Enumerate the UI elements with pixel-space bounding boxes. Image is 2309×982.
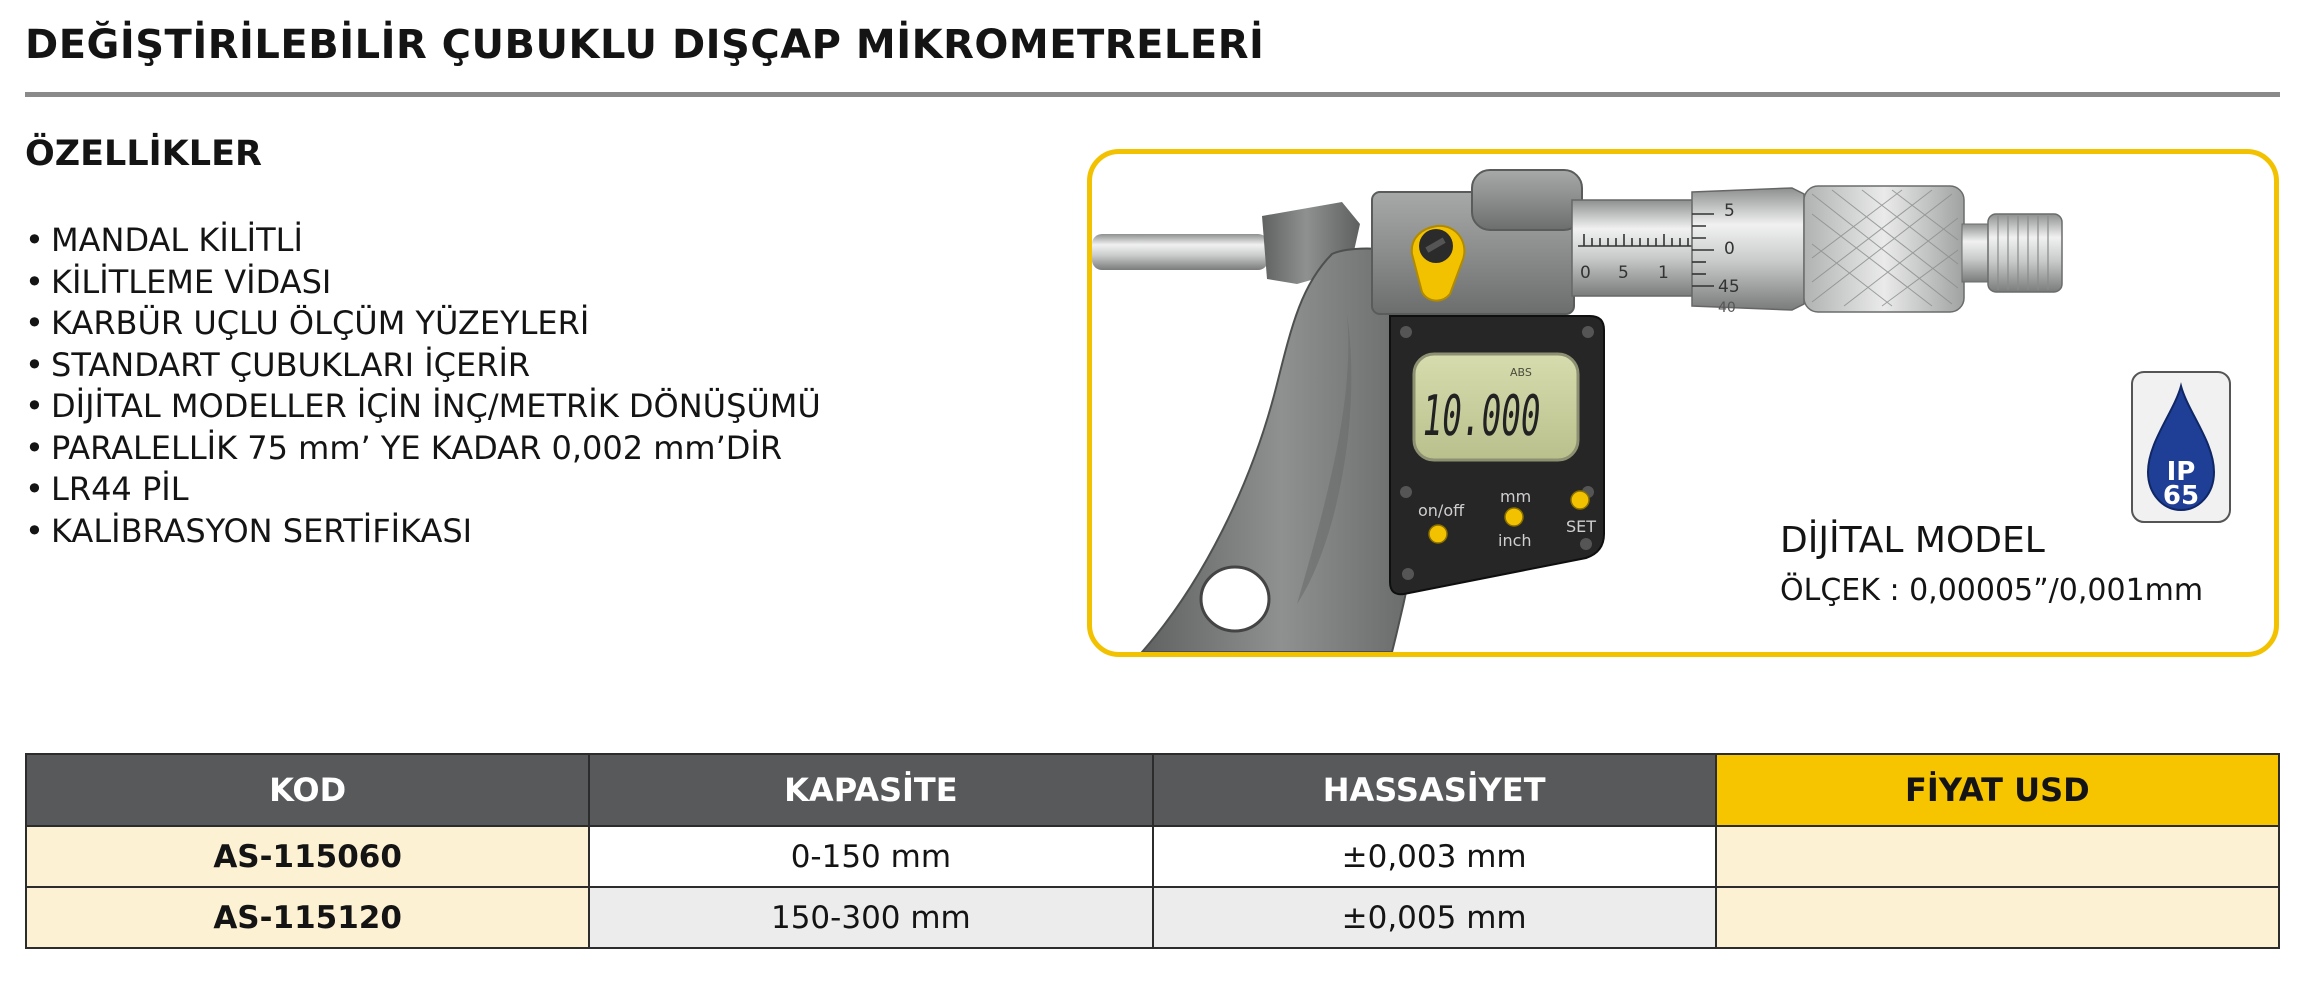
cell-capacity: 0-150 mm: [589, 826, 1152, 887]
lcd-reading: 10.000: [1418, 384, 1629, 449]
feature-item: [25, 262, 821, 304]
feature-item: [25, 511, 821, 553]
table-header-row: [26, 754, 2279, 826]
feature-item: [25, 220, 821, 262]
micrometer-illustration: [1092, 154, 2274, 652]
ip65-badge: [2132, 372, 2230, 522]
header-code: KOD: [26, 754, 589, 826]
header-price: FİYAT USD: [1716, 754, 2279, 826]
bullet: •: [25, 470, 44, 508]
feature-item: [25, 303, 821, 345]
set-label: SET: [1566, 517, 1597, 536]
thimble-grip: [1804, 186, 1964, 312]
feature-item: [25, 428, 821, 470]
feature-text: PARALELLİK 75 mm’ YE KADAR 0,002 mm’DİR: [51, 428, 783, 467]
sleeve-number: 5: [1618, 263, 1629, 283]
product-panel: [1087, 149, 2279, 657]
cell-capacity: 150-300 mm: [589, 887, 1152, 948]
inch-label: inch: [1498, 531, 1532, 550]
title-divider: [25, 92, 2280, 97]
page-title: DEĞİŞTİRİLEBİLİR ÇUBUKLU DIŞÇAP MİKROMETRELERİ: [25, 22, 1265, 68]
feature-text: KALİBRASYON SERTİFİKASI: [51, 511, 473, 550]
feature-text: MANDAL KİLİTLİ: [51, 221, 303, 259]
features-list: [25, 220, 821, 552]
mm-label: mm: [1500, 487, 1532, 506]
table-row: [26, 887, 2279, 948]
bullet: •: [25, 262, 44, 301]
body-top: [1472, 170, 1582, 230]
feature-text: KARBÜR UÇLU ÖLÇÜM YÜZEYLERİ: [51, 304, 590, 342]
bullet: •: [25, 304, 44, 342]
bullet: •: [25, 345, 44, 384]
bullet: •: [25, 511, 44, 550]
bullet: •: [25, 221, 44, 259]
feature-text: KİLİTLEME VİDASI: [51, 262, 332, 301]
thimble-number: 5: [1724, 201, 1735, 221]
bullet: •: [25, 387, 44, 425]
lcd-abs-label: ABS: [1510, 366, 1532, 379]
model-scale: ÖLÇEK : 0,00005”/0,001mm: [1780, 573, 2204, 608]
ip-label: IP: [2166, 457, 2196, 487]
on-off-label: on/off: [1418, 501, 1465, 520]
bullet: •: [25, 428, 44, 467]
feature-text: DİJİTAL MODELLER İÇİN İNÇ/METRİK DÖNÜŞÜMÜ: [51, 387, 821, 425]
cell-price: [1716, 826, 2279, 887]
sleeve: [1572, 200, 1707, 296]
ratchet: [1988, 214, 2062, 292]
model-name: DİJİTAL MODEL: [1780, 520, 2045, 561]
cell-accuracy: ±0,003 mm: [1153, 826, 1716, 887]
ratchet-neck: [1962, 224, 1990, 282]
anvil-rod: [1092, 234, 1268, 270]
feature-item: [25, 345, 821, 387]
feature-text: LR44 PİL: [51, 470, 189, 508]
cell-accuracy: ±0,005 mm: [1153, 887, 1716, 948]
set-button: [1571, 491, 1589, 509]
cell-code: AS-115120: [26, 887, 589, 948]
feature-item: [25, 469, 821, 511]
feature-text: STANDART ÇUBUKLARI İÇERİR: [51, 345, 531, 384]
sleeve-number: 0: [1580, 263, 1591, 283]
header-accuracy: HASSASİYET: [1153, 754, 1716, 826]
features-heading: ÖZELLİKLER: [25, 134, 262, 174]
spec-table: [25, 753, 2280, 949]
feature-item: [25, 386, 821, 428]
thimble-number: 45: [1718, 277, 1740, 297]
table-row: [26, 826, 2279, 887]
thimble-number: 0: [1724, 239, 1735, 259]
thimble: [1692, 188, 1804, 310]
header-capacity: KAPASİTE: [589, 754, 1152, 826]
ip-number: 65: [2162, 481, 2200, 511]
mm-inch-button: [1505, 508, 1523, 526]
thimble-number: 40: [1718, 300, 1736, 316]
sleeve-number: 1: [1658, 263, 1669, 283]
frame-hole: [1201, 567, 1269, 631]
on-off-button: [1429, 525, 1447, 543]
cell-price: [1716, 887, 2279, 948]
cell-code: AS-115060: [26, 826, 589, 887]
